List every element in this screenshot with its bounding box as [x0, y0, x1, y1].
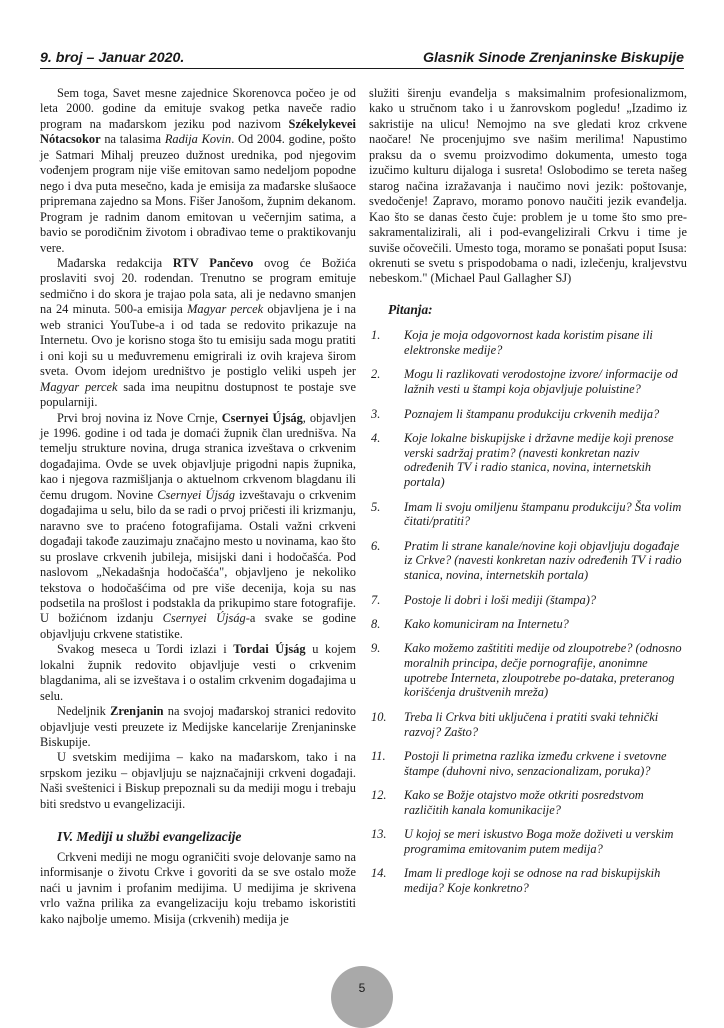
- paragraph-csernyei-ujsag: Prvi broj novina iz Nove Crnje, Csernyei Újság, objavljen je 1996. godine i od tada je domaći župnik član urednišva. Na temelju strukture novina, druga stranica izveštava o crkvenim događajima. Ovde se uvek objavljuje prigodni napis župnika, kao i njegova razmišljanja o aktuelnom crkvenom blagdanu ili čemu drugom. Novine Csernyei Újság izveštavaju o crkvenim događajima u selu, bilo da se radi o prvoj pričesti ili krizmanju, naravno sve to praćeno fotografijama. Ostali važni crkveni događaji takođe zauzimaju značajno mesto u novinama, kao što su proslave crkvenih jubileja, misijski dani i hodočašća. Pod naslovom „Nekadašnja hodočašća", objavljeno je nekoliko tekstova o hodočašćima od pre više decenija, koja su nas podsetila na prošlost i podstakla da prikupimo stare fotografije. U božićnom izdanju Csernyei Újság-a svake se godine objavljuju crkvene statistike.: [40, 410, 357, 641]
- questions-list: [369, 328, 687, 895]
- question-item: [369, 827, 687, 857]
- questions-heading: Pitanja:: [388, 301, 433, 317]
- section-heading: IV. Mediji u službi evangelizacije: [57, 829, 242, 845]
- question-number: 4.: [371, 430, 381, 445]
- question-text: Poznajem li štampanu produkciju crkvenih medija?: [404, 406, 660, 421]
- question-item: [369, 710, 687, 740]
- question-item: [369, 593, 687, 608]
- paragraph-quote: služiti širenju evanđelja s maksimalnim profesionalizmom, kako u stručnom tako i u žanrovskom pogledu! „Izadimo iz sakristije na ulicu! Nemojmo na sve gledati kroz crkvene naočare! Ne procenjujmo sve našim merilima! Napustimo praksu da o svemu proizvodimo dokumenta, umesto toga izučimo kulturu dijaloga i susreta! Oslobodimo se tereta našeg starog načina izražavanja i naučimo novi jezik: poštovanje, svedočenje! Zapravo, moramo ponovo naučiti jezik evanđelja. Kao što se danas često čuje: problem je u tome što smo pre-sakramentalizirali, ali i pod-evangelizirali Crkvu i time je suviše očovečili. Umesto toga, moramo se ponašati poput Isusa: okrenuti se svetu s prispodobama o nadi, izlečenju, kraljevstvu nebeskom." (Michael Paul Gallagher SJ): [369, 86, 687, 286]
- question-text: Pratim li strane kanale/novine koji objavljuju događaje iz Crkve? (navesti konkretan naziv određenih TV i radio stanica, novina, internetskih portala): [404, 538, 682, 583]
- question-item: [369, 328, 687, 358]
- question-text: Postoji li primetna razlika između crkvene i svetovne štampe (duhovni nivo, senzacionalizam, poruka)?: [404, 748, 667, 778]
- page-number-badge: [331, 966, 393, 1028]
- question-number: 14.: [371, 866, 387, 881]
- question-number: 1.: [371, 328, 381, 343]
- left-column: [40, 86, 356, 927]
- question-item: [369, 641, 687, 700]
- page-number: 5: [358, 981, 366, 995]
- publication-title: Glasnik Sinode Zrenjaninske Biskupije: [423, 50, 684, 66]
- question-number: 11.: [371, 748, 386, 763]
- question-item: [369, 617, 687, 632]
- question-text: Imam li svoju omiljenu štampanu produkciju? Šta volim čitati/pratiti?: [404, 499, 682, 529]
- question-text: Kako se Božje otajstvo može otkriti posredstvom različitih kanala komunikacije?: [404, 787, 644, 817]
- question-number: 13.: [371, 827, 387, 842]
- paragraph-radio-skorenovac: Sem toga, Savet mesne zajednice Skorenovca počeo je od leta 2000. godine da emituje svakog petka naveče radio program na mađarskom jeziku pod nazivom Székelykevei Nótacsokor na talasima Radija Kovin. Od 2004. godine, pošto je Satmari Mihalj preuzeo dužnost urednika, pod njegovim vođenjem program nije više emitovan samo nedeljom popodne nego i dva puta mesečno, kada je emisija za mađarske slušaoce pripremana zajedno sa Mons. Fišer Janošom, župnim dekanom. Program je radnim danom emitovan u večernjim satima, a bavio se porodičnim životom i obrađivao teme o praktikovanju vere.: [40, 86, 356, 255]
- question-item: [369, 749, 687, 779]
- question-item: [369, 539, 687, 583]
- question-number: 2.: [371, 367, 381, 382]
- question-number: 5.: [371, 499, 381, 514]
- page-header: [40, 44, 684, 69]
- paragraph-church-media: Crkveni mediji ne mogu ograničiti svoje delovanje samo na informisanje o životu Crkve i govoriti da se sve ostalo može naći u javnim i profanim medijima. U medijima je skrivena vrlo važna prilika za evangelizaciju koju trebamo iskoristiti kako najbolje umemo. Misija (crkvenih) medija je: [40, 849, 356, 926]
- question-text: U kojoj se meri iskustvo Boga može doživeti u verskim programima emitovanim putem medija?: [404, 827, 674, 856]
- question-number: 9.: [371, 641, 381, 656]
- issue-label: 9. broj – Januar 2020.: [40, 50, 185, 66]
- question-item: [369, 367, 687, 397]
- question-item: [369, 866, 687, 896]
- question-item: [369, 500, 687, 530]
- question-text: Postoje li dobri i loši mediji (štampa)?: [404, 592, 597, 607]
- question-number: 7.: [371, 592, 381, 607]
- question-text: Koje lokalne biskupijske i državne medije koji prenose verski sadržaj pratim? (navesti konkretan naziv određenih TV i radio stanica, novina, internetskih portala): [404, 430, 674, 490]
- question-item: [369, 431, 687, 490]
- question-text: Mogu li razlikovati verodostojne izvore/ informacije od lažnih vesti u štampi koja objavljuje poluistine?: [404, 367, 678, 397]
- question-item: [369, 788, 687, 818]
- paragraph-world-media: U svetskim medijima – kako na mađarskom, tako i na srpskom jeziku – objavljuju se najznačajniji crkveni događaji. Naši sveštenici i Biskup prepoznali su da mediji mogu i trebaju biti sredstvo u evangelizaciji.: [40, 750, 356, 811]
- question-text: Imam li predloge koji se odnose na rad biskupijskih medija? Koje konkretno?: [404, 866, 661, 895]
- question-number: 3.: [371, 406, 381, 421]
- question-text: Treba li Crkva biti uključena i pratiti svaki tehnički razvoj? Zašto?: [404, 709, 659, 739]
- question-number: 10.: [371, 709, 387, 724]
- paragraph-tordai-ujsag: Svakog meseca u Tordi izlazi i Tordai Újság u kojem lokalni župnik redovito objavljuje vesti o crkvenim blagdanima, ali se izveštava i o ostalim crkvenim događajima u selu.: [40, 642, 356, 703]
- question-number: 6.: [371, 538, 381, 553]
- question-text: Kako možemo zaštititi medije od zloupotrebe? (odnosno moralnih principa, dečje pornografije, anonimne upotrebe Interneta, zloupotrebe po-dataka, preteranog korišćenja društvenih mreža): [404, 641, 682, 700]
- paragraph-zrenjanin-weekly: Nedeljnik Zrenjanin na svojoj mađarskoj stranici redovito objavljuje vesti preuzete iz Medijske kancelarije Zrenjaninske Biskupije.: [40, 704, 356, 750]
- paragraph-rtv-pancevo: Mađarska redakcija RTV Pančevo ovog će Božića proslaviti svoj 20. rodendan. Trenutno se program emituje sedmično i do skora je trajao pola sata, ali je nedavno smanjen na 24 minuta. 500-a emisija Magyar percek objavljena je i na web stranici YouTube-a i od tada se redovito prikazuje na Internetu. Ovo je korisno stoga što tu emisiju sada mogu pratiti i oni koji su u međuvremenu emigrirali iz ovih krajeva širom sveta. Ovom idejom uredništvo je postiglo veliki uspeh jer Magyar percek sada ima neupitnu dostupnost te postaje sve popularniji.: [40, 255, 356, 410]
- question-item: [369, 407, 687, 422]
- question-number: 12.: [371, 787, 387, 802]
- question-text: Kako komuniciram na Internetu?: [404, 616, 569, 631]
- question-number: 8.: [371, 616, 381, 631]
- right-column: [369, 86, 687, 905]
- question-text: Koja je moja odgovornost kada koristim pisane ili elektronske medije?: [404, 328, 653, 358]
